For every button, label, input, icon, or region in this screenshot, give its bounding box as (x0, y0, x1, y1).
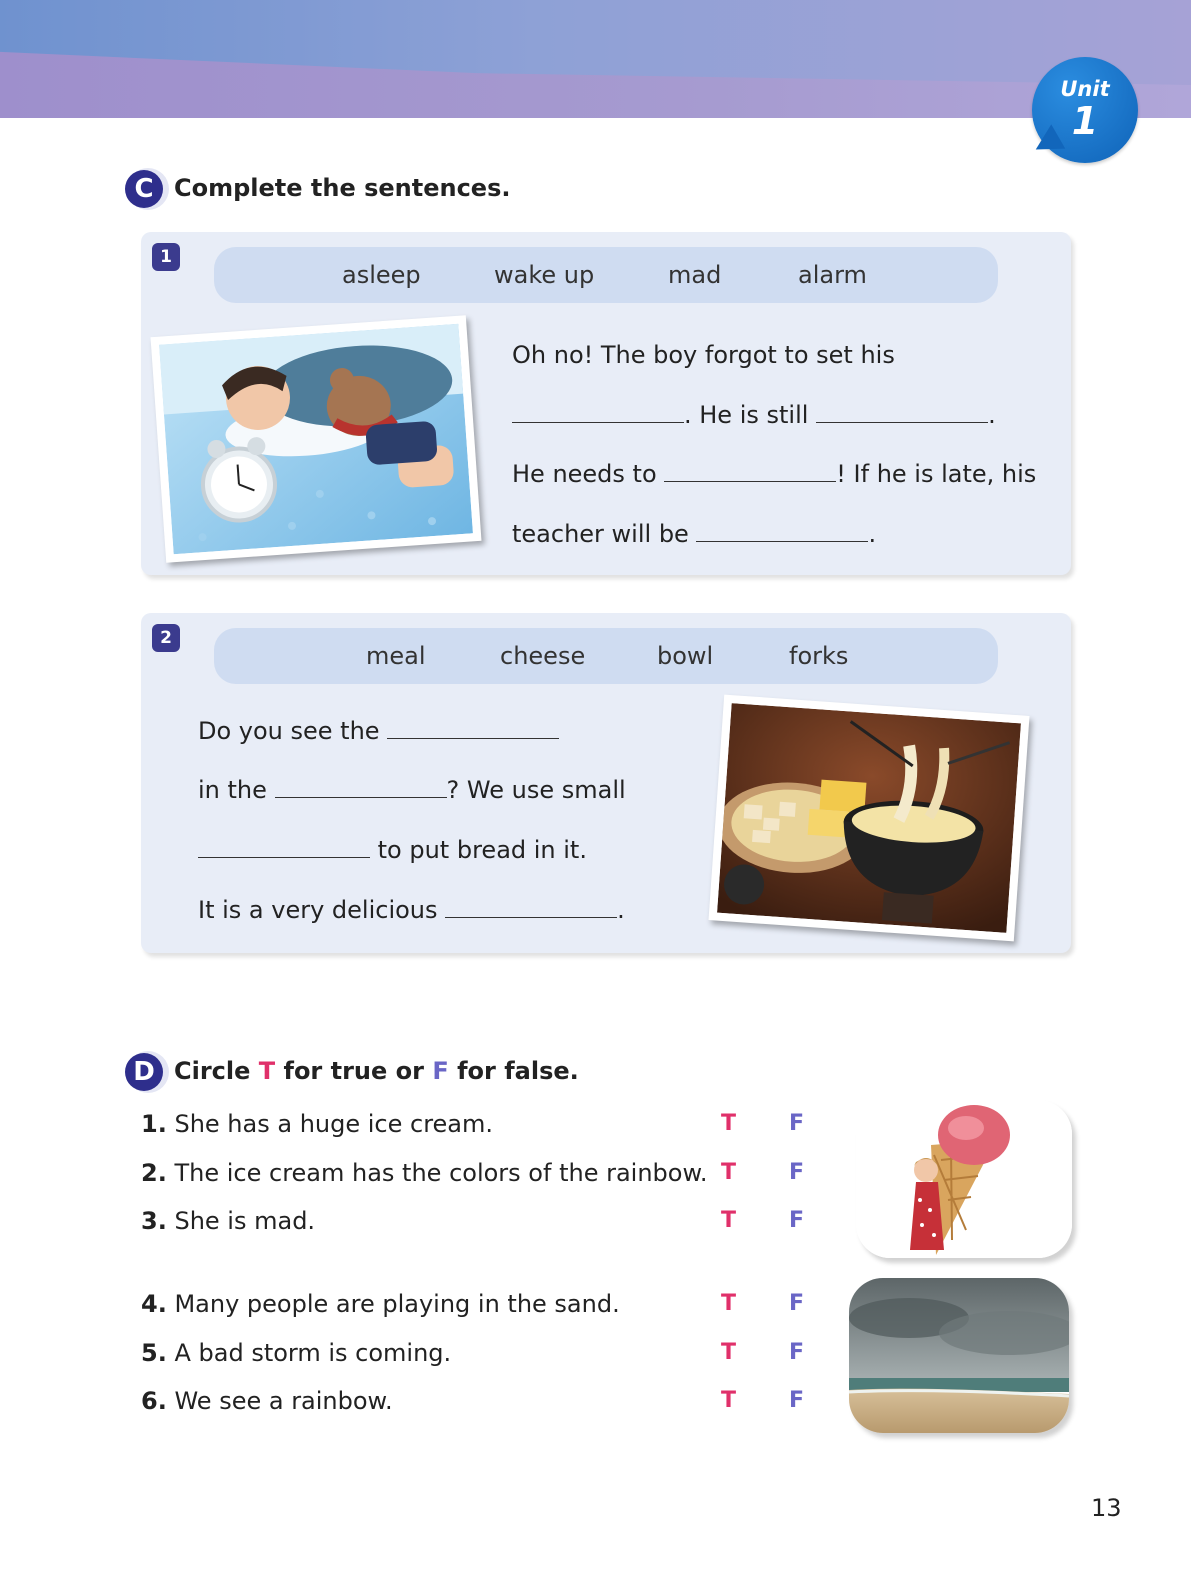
ex2-line-1-before: Do you see the (198, 717, 380, 745)
true-option[interactable]: T (721, 1208, 737, 1233)
exercise-2-number: 2 (152, 624, 180, 652)
true-option[interactable]: T (721, 1291, 737, 1316)
section-d-letter: D (125, 1053, 163, 1091)
tf-item-3 (141, 1207, 315, 1235)
unit-number: 1 (1071, 99, 1099, 143)
word-bank-item: wake up (494, 261, 595, 289)
word-bank-item: alarm (798, 261, 867, 289)
answer-blank[interactable] (275, 777, 447, 798)
ex2-line-4-before: It is a very delicious (198, 896, 438, 924)
tf-item-6 (141, 1387, 393, 1415)
ex2-line-2-after: ? We use small (446, 776, 626, 804)
true-option[interactable]: T (721, 1160, 737, 1185)
unit-label: Unit (1060, 77, 1110, 101)
ex1-line-2 (512, 401, 996, 429)
section-c-title: Complete the sentences. (174, 174, 511, 202)
section-c-letter: C (125, 170, 163, 208)
tf-item-text: She is mad. (174, 1207, 316, 1235)
answer-blank[interactable] (664, 461, 836, 482)
word-bank-item: asleep (342, 261, 421, 289)
false-option[interactable]: F (789, 1208, 805, 1233)
ex1-line-3-after: ! If he is late, his (836, 460, 1037, 488)
answer-blank[interactable] (696, 521, 868, 542)
title-true-letter: T (258, 1057, 276, 1085)
sleeping-boy-photo (151, 315, 482, 562)
false-option[interactable]: F (789, 1291, 805, 1316)
tf-item-2 (141, 1159, 708, 1187)
ex1-line-2-after: . (988, 401, 996, 429)
ex1-line-1 (512, 341, 895, 369)
tf-item-1 (141, 1110, 493, 1138)
tf-item-number: 6. (141, 1387, 167, 1415)
ex1-line-4 (512, 520, 876, 548)
tf-item-text: We see a rainbow. (174, 1387, 393, 1415)
ex1-line-3-before: He needs to (512, 460, 657, 488)
answer-blank[interactable] (445, 897, 617, 918)
tf-item-text: A bad storm is coming. (174, 1339, 452, 1367)
tf-item-text: She has a huge ice cream. (174, 1110, 494, 1138)
word-bank-2 (214, 628, 998, 684)
false-option[interactable]: F (789, 1111, 805, 1136)
word-bank-1 (214, 247, 998, 303)
exercise-1-number: 1 (152, 243, 180, 271)
ex2-line-1 (198, 717, 559, 745)
ex2-line-4 (198, 896, 625, 924)
tf-item-number: 1. (141, 1110, 167, 1138)
tf-item-text: Many people are playing in the sand. (174, 1290, 620, 1318)
tf-item-4 (141, 1290, 620, 1318)
tf-item-number: 4. (141, 1290, 167, 1318)
ex2-line-2-before: in the (198, 776, 267, 804)
ex2-line-2 (198, 776, 626, 804)
ice-cream-photo (856, 1100, 1072, 1258)
answer-blank[interactable] (387, 718, 559, 739)
ex1-line-2-middle: . He is still (684, 401, 809, 429)
ex2-line-4-after: . (617, 896, 625, 924)
true-option[interactable]: T (721, 1340, 737, 1365)
true-option[interactable]: T (721, 1388, 737, 1413)
page-number: 13 (1091, 1494, 1122, 1522)
tf-item-5 (141, 1339, 451, 1367)
ex1-line-4-before: teacher will be (512, 520, 689, 548)
fondue-photo (708, 695, 1029, 942)
ex1-line-1-text: Oh no! The boy forgot to set his (512, 341, 895, 369)
word-bank-item: bowl (657, 642, 714, 670)
unit-badge (1032, 57, 1138, 163)
true-option[interactable]: T (721, 1111, 737, 1136)
tf-item-number: 5. (141, 1339, 167, 1367)
title-false-letter: F (432, 1057, 449, 1085)
false-option[interactable]: F (789, 1388, 805, 1413)
false-option[interactable]: F (789, 1340, 805, 1365)
ex1-line-3 (512, 460, 1036, 488)
tf-item-text: The ice cream has the colors of the rainbow. (174, 1159, 708, 1187)
ex2-line-3-after: to put bread in it. (377, 836, 587, 864)
word-bank-item: mad (668, 261, 722, 289)
title-circle-text: Circle (174, 1057, 251, 1085)
title-end-text: for false. (457, 1057, 579, 1085)
ex2-line-3 (198, 836, 587, 864)
answer-blank[interactable] (198, 837, 370, 858)
tf-item-number: 3. (141, 1207, 167, 1235)
section-d-title (174, 1057, 579, 1085)
ex1-line-4-after: . (868, 520, 877, 548)
word-bank-item: meal (366, 642, 426, 670)
word-bank-item: cheese (500, 642, 586, 670)
stormy-beach-photo (849, 1278, 1069, 1433)
false-option[interactable]: F (789, 1160, 805, 1185)
answer-blank[interactable] (512, 402, 684, 423)
answer-blank[interactable] (816, 402, 988, 423)
word-bank-item: forks (789, 642, 849, 670)
header-band (0, 0, 1191, 118)
tf-item-number: 2. (141, 1159, 167, 1187)
title-middle-text: for true or (283, 1057, 424, 1085)
